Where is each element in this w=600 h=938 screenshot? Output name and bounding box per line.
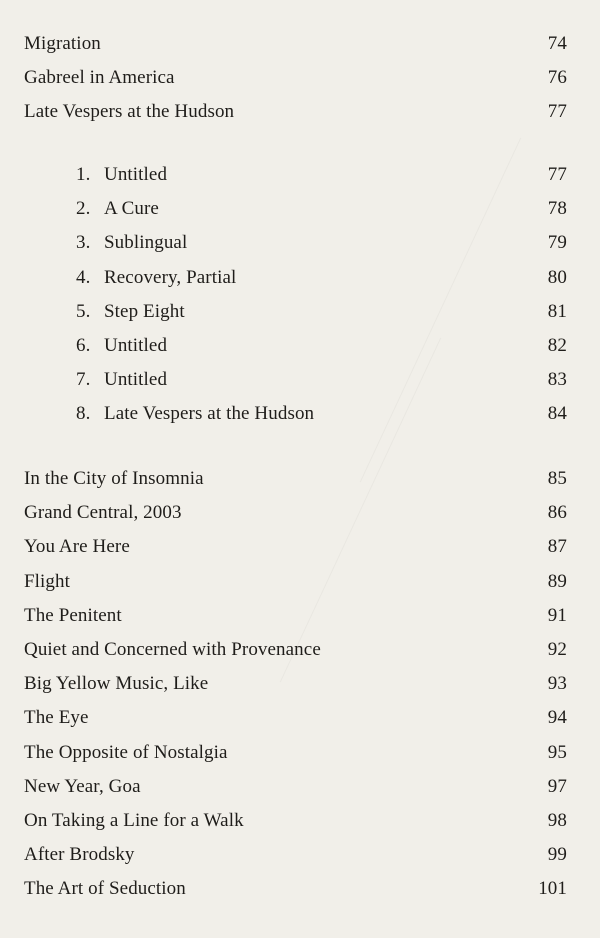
toc-entry-page: 97 bbox=[547, 775, 567, 797]
toc-subentry-title: Step Eight bbox=[104, 300, 185, 322]
toc-entry bbox=[24, 565, 567, 599]
toc-subentry-number: 1. bbox=[76, 164, 91, 185]
toc-subentry bbox=[76, 192, 567, 226]
toc-group-a bbox=[24, 27, 567, 130]
toc-subentry-title: Late Vespers at the Hudson bbox=[104, 403, 315, 425]
toc-entry-page: 76 bbox=[547, 67, 567, 89]
toc-entry-title: Quiet and Concerned with Provenance bbox=[24, 638, 321, 660]
toc-entry-page: 89 bbox=[547, 570, 567, 592]
toc-subentry-page: 84 bbox=[547, 403, 567, 425]
toc-entry-title: Big Yellow Music, Like bbox=[24, 673, 209, 695]
toc-subentry bbox=[76, 261, 567, 295]
toc-subentry-page: 79 bbox=[547, 232, 567, 254]
toc-entry-title: The Penitent bbox=[24, 604, 122, 626]
toc-entry bbox=[24, 770, 567, 804]
toc-entry-page: 93 bbox=[547, 673, 567, 695]
toc-entry-page: 98 bbox=[547, 809, 567, 831]
toc-entry-title: The Eye bbox=[24, 707, 89, 729]
toc-group-c bbox=[24, 462, 567, 906]
toc-subentry-number: 3. bbox=[76, 232, 91, 254]
toc-entry bbox=[24, 496, 567, 530]
toc-entry-title: Migration bbox=[24, 33, 101, 54]
toc-entry-page: 101 bbox=[538, 878, 567, 900]
toc-subentry-page: 82 bbox=[547, 334, 567, 356]
toc-entry-page: 94 bbox=[547, 707, 567, 729]
toc-subentry-number: 2. bbox=[76, 198, 91, 220]
toc-entry-title: In the City of Insomnia bbox=[24, 468, 204, 489]
toc-entry-page: 85 bbox=[547, 468, 567, 489]
toc-subentry-title: Untitled bbox=[104, 164, 168, 185]
toc-entry-page: 87 bbox=[547, 536, 567, 558]
toc-entry bbox=[24, 27, 567, 61]
toc-subentry-title: A Cure bbox=[104, 198, 159, 220]
toc-subentry-number: 7. bbox=[76, 369, 91, 391]
toc-entry-title: The Opposite of Nostalgia bbox=[24, 741, 228, 763]
toc-entry-title: New Year, Goa bbox=[24, 775, 141, 797]
toc-entry-page: 99 bbox=[547, 844, 567, 866]
toc-entry-page: 86 bbox=[547, 502, 567, 524]
toc-entry-page: 77 bbox=[547, 101, 567, 123]
toc-subentry-number: 5. bbox=[76, 300, 91, 322]
toc-subentry-page: 77 bbox=[547, 164, 567, 185]
toc-entry-title: Flight bbox=[24, 570, 71, 592]
toc-subentry-number: 6. bbox=[76, 334, 91, 356]
toc-entry-title: You Are Here bbox=[24, 536, 130, 558]
toc-subentry-number: 4. bbox=[76, 266, 91, 288]
toc-entry bbox=[24, 736, 567, 770]
toc-subentry-page: 80 bbox=[547, 266, 567, 288]
toc-entry-page: 95 bbox=[547, 741, 567, 763]
toc-entry bbox=[24, 633, 567, 667]
toc-entry bbox=[24, 872, 567, 906]
toc-entry bbox=[24, 667, 567, 701]
toc-subentry-title: Untitled bbox=[104, 369, 168, 391]
toc-entry-page: 74 bbox=[547, 33, 567, 54]
toc-subentry bbox=[76, 397, 567, 431]
toc-entry bbox=[24, 804, 567, 838]
toc-entry-title: On Taking a Line for a Walk bbox=[24, 809, 244, 831]
toc-entry bbox=[24, 95, 567, 129]
toc-entry-page: 91 bbox=[547, 604, 567, 626]
toc-subentry bbox=[76, 329, 567, 363]
toc-subentry-page: 83 bbox=[547, 369, 567, 391]
toc-subentry bbox=[76, 226, 567, 260]
toc-entry-title: The Art of Seduction bbox=[24, 878, 186, 900]
toc-subentry-page: 78 bbox=[547, 198, 567, 220]
toc-entry bbox=[24, 599, 567, 633]
toc-subentry-number: 8. bbox=[76, 403, 91, 425]
toc-subentry-page: 81 bbox=[547, 300, 567, 322]
toc-entry bbox=[24, 462, 567, 496]
toc-subentry-title: Untitled bbox=[104, 334, 168, 356]
toc-subentry-title: Recovery, Partial bbox=[104, 266, 237, 288]
toc-subentry bbox=[76, 158, 567, 192]
toc-entry bbox=[24, 701, 567, 735]
toc-subentry bbox=[76, 295, 567, 329]
toc-entry-title: After Brodsky bbox=[24, 844, 135, 866]
toc-entry-page: 92 bbox=[547, 638, 567, 660]
toc-entry bbox=[24, 61, 567, 95]
toc-subentry bbox=[76, 363, 567, 397]
toc-entry-title: Gabreel in America bbox=[24, 67, 175, 89]
toc-entry-title: Late Vespers at the Hudson bbox=[24, 101, 235, 123]
toc-entry bbox=[24, 530, 567, 564]
toc-entry-title: Grand Central, 2003 bbox=[24, 502, 182, 524]
toc-subentry-title: Sublingual bbox=[104, 232, 188, 254]
toc-entry bbox=[24, 838, 567, 872]
toc-group-b bbox=[76, 158, 567, 432]
